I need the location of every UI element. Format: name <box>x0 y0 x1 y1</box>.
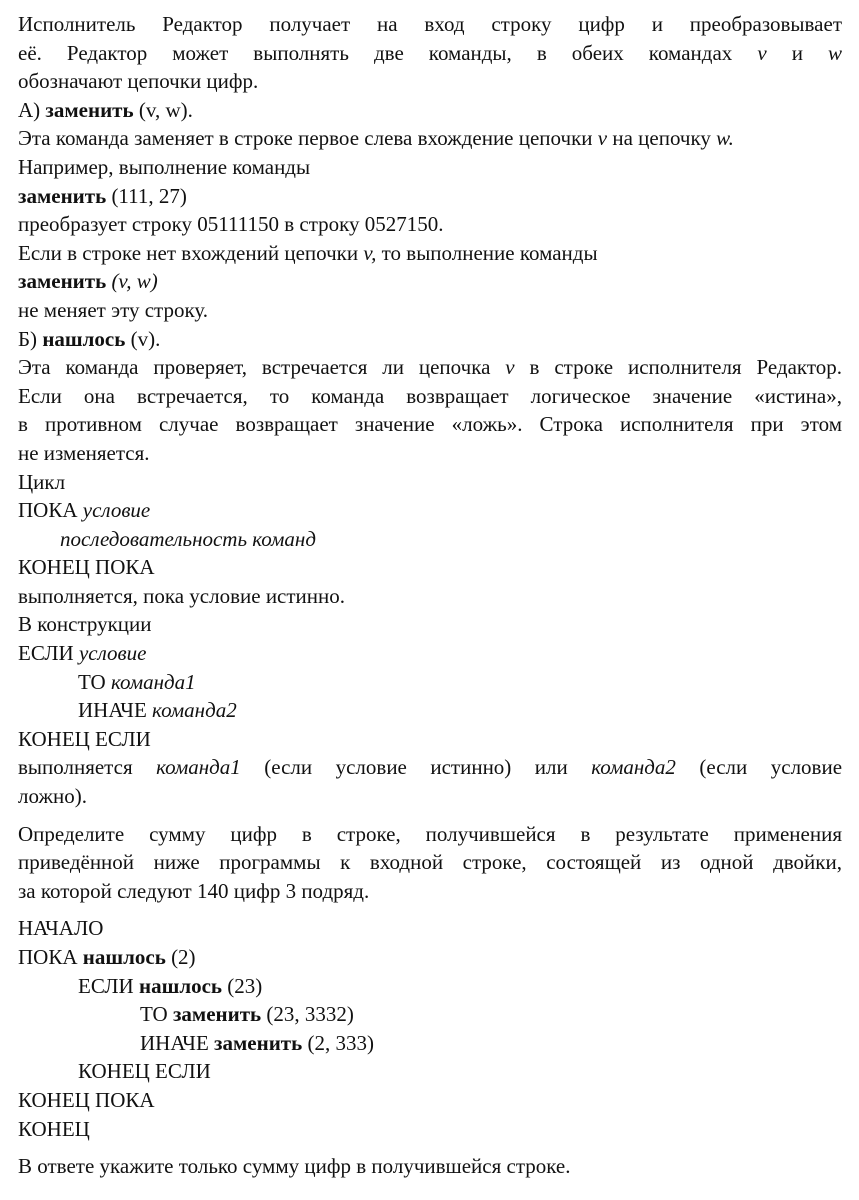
no-match-intro: Если в строке нет вхождений цепочки v, то выполнение команды <box>18 240 598 265</box>
program-endif: КОНЕЦ ЕСЛИ <box>78 1059 211 1084</box>
example-command: заменить (111, 27) <box>18 183 187 208</box>
answer-prompt: В ответе укажите только сумму цифр в получившейся строке. <box>18 1154 571 1179</box>
branch-end: КОНЕЦ ЕСЛИ <box>18 726 151 751</box>
branch-note-line-2: ложно). <box>18 784 87 809</box>
example-intro: Например, выполнение команды <box>18 154 311 179</box>
branch-note-line-1: выполняется команда1 (если условие истинно) или команда2 (если условие <box>18 755 843 780</box>
command-a-description: Эта команда заменяет в строке первое слева вхождение цепочки v на цепочку w. <box>18 126 734 151</box>
command-b-description-3: в противном случае возвращает значение «ложь». Строка исполнителя при этом <box>18 412 842 437</box>
example-result: преобразует строку 05111150 в строку 0527150. <box>18 212 444 237</box>
intro-line-3: обозначают цепочки цифр. <box>18 69 259 94</box>
command-b-description-1: Эта команда проверяет, встречается ли цепочка v в строке исполнителя Редактор. <box>18 355 842 380</box>
program-while: ПОКА нашлось (2) <box>18 945 196 969</box>
command-b-description-2: Если она встречается, то команда возвращает логическое значение «истина», <box>18 383 842 408</box>
loop-title: Цикл <box>18 469 66 494</box>
intro-line-2: её. Редактор может выполнять две команды, в обеих командах v и w <box>18 40 842 65</box>
program-end: КОНЕЦ <box>18 1116 90 1141</box>
branch-title: В конструкции <box>18 612 152 637</box>
task-line-2: приведённой ниже программы к входной строке, состоящей из одной двойки, <box>18 850 842 875</box>
program-begin: НАЧАЛО <box>18 916 104 941</box>
command-a-header: А) заменить (v, w). <box>18 97 193 122</box>
branch-head: ЕСЛИ условие <box>18 641 147 666</box>
program-if: ЕСЛИ нашлось (23) <box>78 973 263 998</box>
intro-line-1: Исполнитель Редактор получает на вход строку цифр и преобразовывает <box>18 12 842 36</box>
program-endwhile: КОНЕЦ ПОКА <box>18 1087 155 1112</box>
task-line-1: Определите сумму цифр в строке, получившейся в результате применения <box>18 821 842 846</box>
loop-end: КОНЕЦ ПОКА <box>18 555 155 580</box>
loop-head: ПОКА условие <box>18 498 151 523</box>
branch-then: ТО команда1 <box>78 669 196 694</box>
task-line-3: за которой следуют 140 цифр 3 подряд. <box>18 878 370 903</box>
command-b-description-4: не изменяется. <box>18 440 150 465</box>
program-else: ИНАЧЕ заменить (2, 333) <box>140 1030 374 1055</box>
program-listing <box>18 914 842 1143</box>
loop-note: выполняется, пока условие истинно. <box>18 583 346 608</box>
program-then: ТО заменить (23, 3332) <box>140 1002 354 1027</box>
command-b-header: Б) нашлось (v). <box>18 326 161 351</box>
loop-body: последовательность команд <box>60 526 316 551</box>
branch-else: ИНАЧЕ команда2 <box>78 698 237 723</box>
no-match-result: не меняет эту строку. <box>18 297 209 322</box>
no-match-command: заменить (v, w) <box>18 269 158 294</box>
